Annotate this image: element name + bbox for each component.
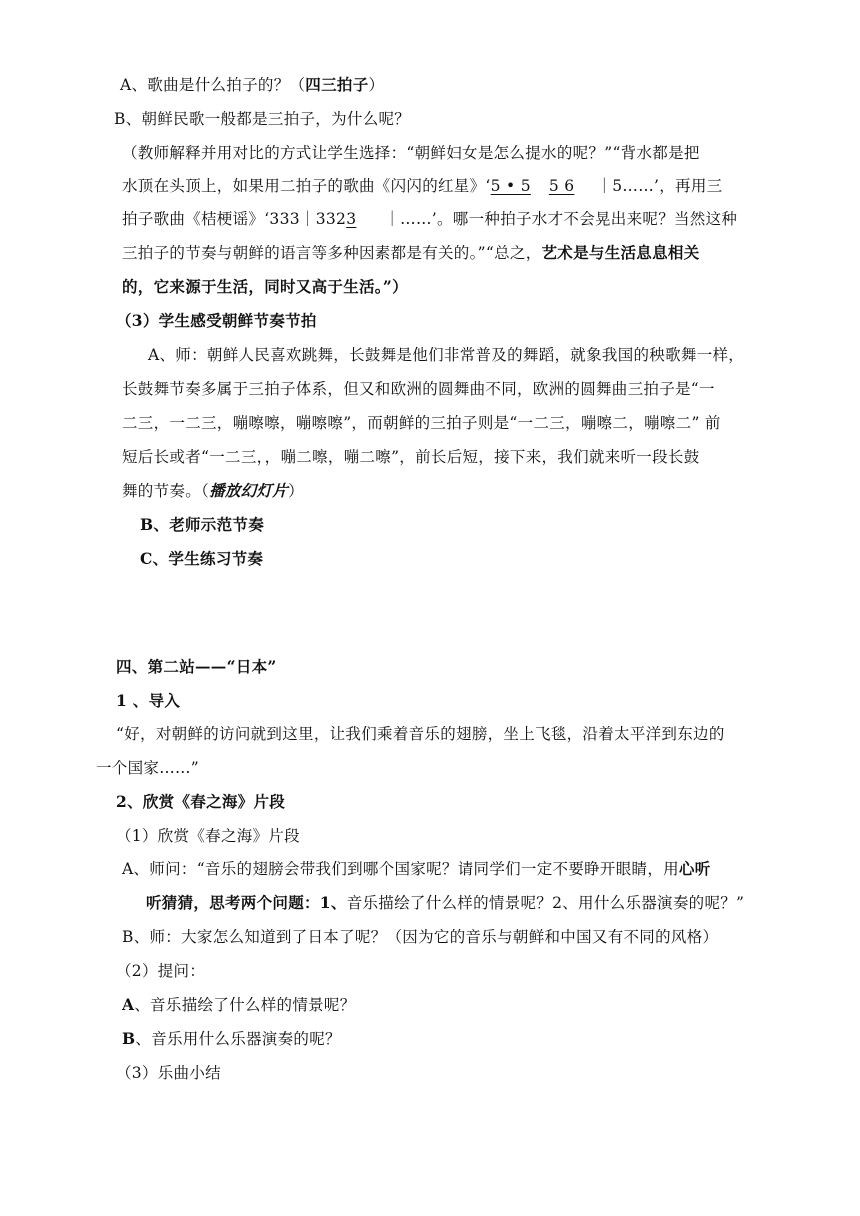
explanation-text-cont: ｜……’。哪一种拍子水才不会晃出来呢？当然这种 [384, 210, 738, 228]
summary-heading-text: （3）乐曲小结 [116, 1064, 221, 1082]
explanation-text-cont: ｜5……’，再用三 [596, 177, 723, 195]
paragraph-line-3: 二三，一二三，嘣嚓嚓，嘣嚓嚓”，而朝鲜的三拍子则是“一二三，嘣嚓二，嘣嚓二” 前 [122, 414, 721, 432]
teacher-question-text: A、师问：“音乐的翅膀会带我们到哪个国家呢？请同学们一定不要睁开眼睛，用 [122, 860, 679, 878]
explanation-text: 三拍子的节奏与朝鲜的语言等多种因素都是有关的。”“总之， [122, 244, 542, 262]
paragraph-line-1: A、师：朝鲜人民喜欢跳舞，长鼓舞是他们非常普及的舞蹈，就象我国的秧歌舞一样， [148, 346, 745, 364]
question-a-line [120, 74, 384, 96]
question-item-b [122, 1028, 341, 1050]
paragraph-line-5 [122, 480, 304, 502]
paragraph-line-4: 短后长或者“一二三，，嘣二嚓，嘣二嚓”，前长后短，接下来，我们就来听一段长鼓 [122, 448, 700, 466]
teacher-explanation-line-4 [122, 242, 700, 264]
questions-heading-text: （2）提问： [116, 962, 206, 980]
question-b-line: B、朝鲜民歌一般都是三拍子，为什么呢？ [114, 110, 411, 128]
question-a-text: A、歌曲是什么拍子的？（ [120, 76, 306, 94]
key-statement: 艺术是与生活息息相关 [541, 243, 700, 262]
teacher-followup: B、师：大家怎么知道到了日本了呢？（因为它的音乐与朝鲜和中国又有不同的风格） [122, 928, 719, 946]
paragraph-close: ） [288, 482, 304, 500]
teacher-question-bold: 心听 [678, 859, 711, 878]
paragraph-text: 舞的节奏。（ [122, 482, 210, 500]
notation-underlined-3: 3 [346, 210, 357, 228]
question-item-b-text: 、音乐用什么乐器演奏的呢？ [135, 1030, 341, 1048]
teacher-question-bold-cont: 听猜猜，思考两个问题：1、 [146, 893, 347, 912]
section-4-heading: 四、第二站——“日本” [116, 657, 277, 676]
question-item-a-letter: A [122, 995, 135, 1014]
item-b-teacher-demo: B、老师示范节奏 [140, 515, 265, 534]
explanation-text: 水顶在头顶上，如果用二拍子的歌曲《闪闪的红星》‘ [122, 177, 491, 195]
explanation-text: 拍子歌曲《桔梗谣》‘333｜332 [122, 210, 347, 228]
question-item-b-letter: B [122, 1029, 136, 1048]
notation-underlined-1: 5 • 5 [490, 177, 531, 195]
question-a-close: ） [368, 76, 385, 94]
appreciation-subheading [116, 825, 300, 847]
teacher-question-line-2 [146, 892, 744, 914]
summary-heading [116, 1062, 221, 1084]
section-3-heading: （3）学生感受朝鲜节奏节拍 [116, 311, 317, 330]
question-item-a [122, 994, 356, 1016]
teacher-question-line-1 [122, 858, 711, 880]
teacher-explanation-line-2 [122, 175, 722, 197]
teacher-question-text-cont: 音乐描绘了什么样的情景呢？2、用什么乐器演奏的呢？” [346, 894, 745, 912]
intro-quote-line-1: “好，对朝鲜的访问就到这里，让我们乘着音乐的翅膀，坐上飞毯，沿着太平洋到东边的 [116, 725, 725, 743]
teacher-explanation-line-3 [122, 208, 737, 230]
slideshow-note: 播放幻灯片 [209, 481, 289, 500]
item-c-student-practice: C、学生练习节奏 [140, 549, 264, 568]
question-a-answer: 四三拍子 [305, 75, 369, 94]
notation-underlined-2: 5 6 [548, 177, 575, 195]
appreciation-subheading-text: （1）欣赏《春之海》片段 [116, 827, 300, 845]
questions-heading [116, 960, 205, 982]
appreciation-heading: 2、欣赏《春之海》片段 [116, 792, 286, 811]
paragraph-line-2: 长鼓舞节奏多属于三拍子体系，但又和欧洲的圆舞曲不同，欧洲的圆舞曲三拍子是“一 [122, 380, 715, 398]
teacher-explanation-line-1: （教师解释并用对比的方式让学生选择：“朝鲜妇女是怎么提水的呢？”“背水都是把 [122, 144, 700, 162]
intro-quote-line-2: 一个国家……” [96, 759, 200, 777]
key-statement-cont: 的，它来源于生活，同时又高于生活。”） [122, 277, 408, 296]
question-item-a-text: 、音乐描绘了什么样的情景呢？ [134, 996, 356, 1014]
intro-heading: 1 、导入 [116, 691, 181, 710]
